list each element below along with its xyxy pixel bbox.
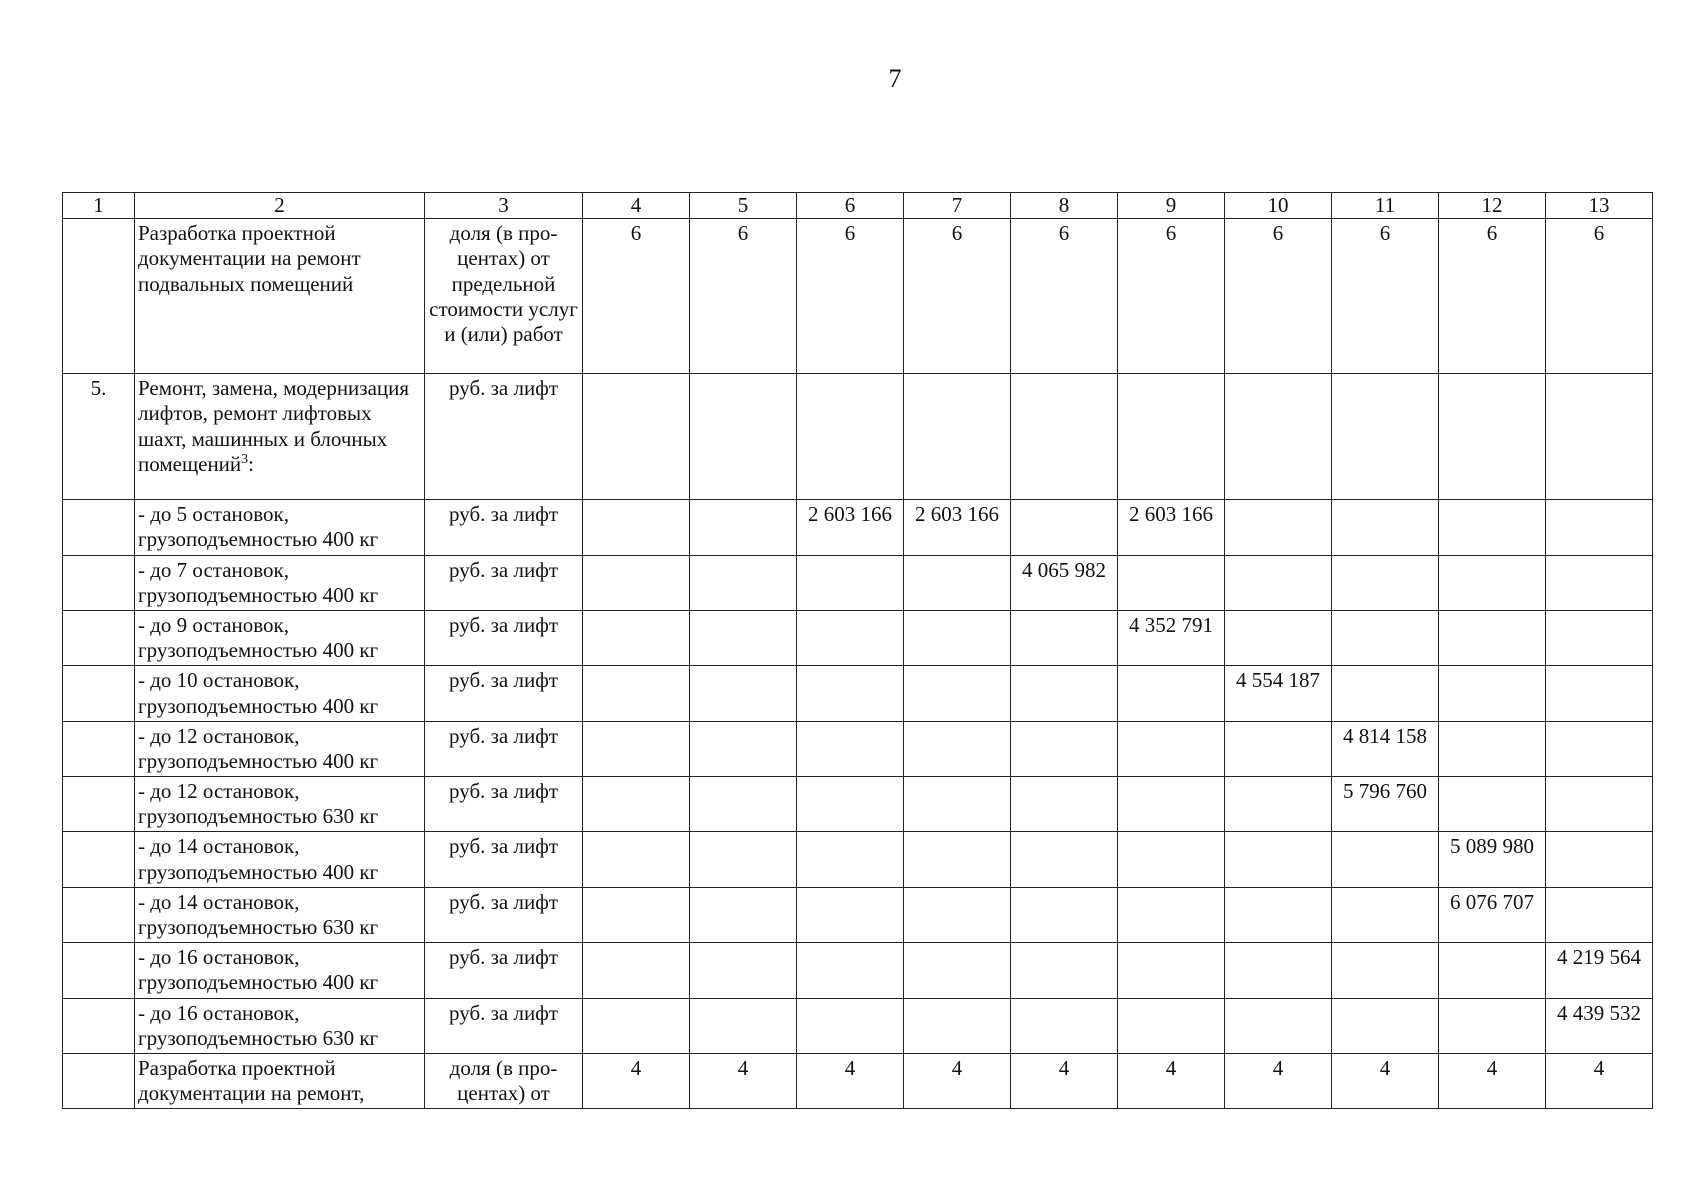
- item-name-text: Ремонт, замена, модернизация лифтов, ремонт лифтовых шахт, машинных и блочных помещений: [138, 376, 410, 476]
- column-number: 1: [63, 193, 135, 219]
- value-cell: [797, 721, 904, 776]
- value-cell: [1546, 666, 1653, 721]
- value-cell: 4: [583, 1053, 690, 1108]
- value-cell: 2 603 166: [1118, 500, 1225, 555]
- value-cell: [797, 832, 904, 887]
- value-cell: [904, 666, 1011, 721]
- value-cell: 2 603 166: [797, 500, 904, 555]
- value-cell: [904, 887, 1011, 942]
- column-number: 10: [1225, 193, 1332, 219]
- value-cell: [1225, 721, 1332, 776]
- value-cell: [1332, 832, 1439, 887]
- value-cell: [1011, 943, 1118, 998]
- value-cell: [1011, 887, 1118, 942]
- value-cell: [1332, 943, 1439, 998]
- value-cell: [1225, 943, 1332, 998]
- value-cell: [690, 998, 797, 1053]
- value-cell: 2 603 166: [904, 500, 1011, 555]
- item-name: - до 14 остановок, грузоподъемностью 400 кг: [135, 832, 425, 887]
- value-cell: [797, 555, 904, 610]
- value-cell: 6: [1225, 219, 1332, 374]
- value-cell: [1546, 610, 1653, 665]
- column-number: 3: [425, 193, 583, 219]
- value-cell: [904, 374, 1011, 500]
- value-cell: [583, 887, 690, 942]
- value-cell: [1118, 943, 1225, 998]
- value-cell: [1546, 777, 1653, 832]
- value-cell: [904, 610, 1011, 665]
- value-cell: [1225, 555, 1332, 610]
- item-number: [63, 1053, 135, 1108]
- value-cell: 6: [1118, 219, 1225, 374]
- value-cell: 6: [690, 219, 797, 374]
- lift-subitem-row: [63, 721, 1653, 776]
- value-cell: [690, 500, 797, 555]
- column-number: 8: [1011, 193, 1118, 219]
- lift-subitem-row: [63, 555, 1653, 610]
- value-cell: 5 796 760: [1332, 777, 1439, 832]
- value-cell: [904, 998, 1011, 1053]
- value-cell: 4: [1546, 1053, 1653, 1108]
- value-cell: [1439, 721, 1546, 776]
- value-cell: [1332, 555, 1439, 610]
- value-cell: [904, 555, 1011, 610]
- value-cell: [1332, 887, 1439, 942]
- value-cell: [1118, 666, 1225, 721]
- item-name-suffix: :: [248, 451, 254, 476]
- column-number: 9: [1118, 193, 1225, 219]
- value-cell: [1546, 555, 1653, 610]
- value-cell: [690, 887, 797, 942]
- lift-subitem-row: [63, 666, 1653, 721]
- value-cell: 6: [1439, 219, 1546, 374]
- value-cell: [1439, 555, 1546, 610]
- value-cell: 6 076 707: [1439, 887, 1546, 942]
- value-cell: [1439, 777, 1546, 832]
- value-cell: 4 439 532: [1546, 998, 1653, 1053]
- value-cell: [1118, 998, 1225, 1053]
- page-number: 7: [888, 64, 902, 93]
- value-cell: [1225, 610, 1332, 665]
- value-cell: [1011, 998, 1118, 1053]
- unit-of-measure: руб. за лифт: [425, 666, 583, 721]
- column-number: 13: [1546, 193, 1653, 219]
- value-cell: [583, 374, 690, 500]
- item-number: [63, 887, 135, 942]
- item-number: [63, 998, 135, 1053]
- item-number: [63, 610, 135, 665]
- value-cell: [1332, 500, 1439, 555]
- value-cell: [1118, 832, 1225, 887]
- unit-of-measure: руб. за лифт: [425, 887, 583, 942]
- value-cell: 4: [690, 1053, 797, 1108]
- unit-of-measure: доля (в про-центах) от предельной стоимости услуг и (или) работ: [425, 219, 583, 374]
- value-cell: [690, 555, 797, 610]
- value-cell: [797, 943, 904, 998]
- value-cell: 5 089 980: [1439, 832, 1546, 887]
- value-cell: [690, 721, 797, 776]
- value-cell: [583, 500, 690, 555]
- value-cell: [797, 610, 904, 665]
- item-name: - до 14 остановок, грузоподъемностью 630 кг: [135, 887, 425, 942]
- value-cell: [1546, 721, 1653, 776]
- value-cell: [583, 555, 690, 610]
- value-cell: 4: [1332, 1053, 1439, 1108]
- item-number: [63, 777, 135, 832]
- value-cell: 6: [1011, 219, 1118, 374]
- value-cell: 6: [797, 219, 904, 374]
- value-cell: [797, 777, 904, 832]
- value-cell: [797, 374, 904, 500]
- value-cell: [583, 721, 690, 776]
- value-cell: 6: [1332, 219, 1439, 374]
- item-number: [63, 721, 135, 776]
- lift-subitem-row: [63, 500, 1653, 555]
- value-cell: [1011, 666, 1118, 721]
- value-cell: [1011, 832, 1118, 887]
- value-cell: [1225, 832, 1332, 887]
- column-number: 4: [583, 193, 690, 219]
- unit-of-measure: доля (в про-центах) от: [425, 1053, 583, 1108]
- value-cell: [1011, 777, 1118, 832]
- value-cell: [904, 943, 1011, 998]
- item-name: [135, 374, 425, 500]
- value-cell: [1439, 500, 1546, 555]
- value-cell: [690, 666, 797, 721]
- column-number: 5: [690, 193, 797, 219]
- unit-of-measure: руб. за лифт: [425, 610, 583, 665]
- value-cell: [1332, 610, 1439, 665]
- value-cell: [690, 374, 797, 500]
- item-number: [63, 943, 135, 998]
- value-cell: [1118, 374, 1225, 500]
- value-cell: [1118, 887, 1225, 942]
- value-cell: [1439, 610, 1546, 665]
- item-number: [63, 832, 135, 887]
- item-number: 5.: [63, 374, 135, 500]
- value-cell: [690, 610, 797, 665]
- tariff-table: [62, 192, 1653, 1109]
- value-cell: [1118, 777, 1225, 832]
- value-cell: [583, 943, 690, 998]
- value-cell: [1011, 610, 1118, 665]
- value-cell: [1546, 374, 1653, 500]
- lift-subitem-row: [63, 777, 1653, 832]
- item-name: Разработка проектной документации на ремонт подвальных помещений: [135, 219, 425, 374]
- item-name: - до 10 остановок, грузоподъемностью 400 кг: [135, 666, 425, 721]
- value-cell: 6: [904, 219, 1011, 374]
- value-cell: 4 554 187: [1225, 666, 1332, 721]
- footnote-mark: 3: [241, 451, 249, 467]
- item-number: [63, 500, 135, 555]
- item-name: - до 12 остановок, грузоподъемностью 630 кг: [135, 777, 425, 832]
- value-cell: [1225, 998, 1332, 1053]
- value-cell: [583, 610, 690, 665]
- unit-of-measure: руб. за лифт: [425, 777, 583, 832]
- lift-subitem-row: [63, 943, 1653, 998]
- item-number: [63, 555, 135, 610]
- item-name: - до 9 остановок, грузоподъемностью 400 кг: [135, 610, 425, 665]
- value-cell: [583, 777, 690, 832]
- value-cell: [583, 832, 690, 887]
- value-cell: [1332, 998, 1439, 1053]
- value-cell: [1225, 374, 1332, 500]
- value-cell: 4 219 564: [1546, 943, 1653, 998]
- lift-subitem-row: [63, 610, 1653, 665]
- unit-of-measure: руб. за лифт: [425, 555, 583, 610]
- value-cell: [583, 998, 690, 1053]
- value-cell: 4: [1225, 1053, 1332, 1108]
- column-number: 2: [135, 193, 425, 219]
- item-name: - до 7 остановок, грузоподъемностью 400 кг: [135, 555, 425, 610]
- value-cell: [690, 832, 797, 887]
- value-cell: [1546, 832, 1653, 887]
- value-cell: 4 814 158: [1332, 721, 1439, 776]
- value-cell: [1118, 555, 1225, 610]
- unit-of-measure: руб. за лифт: [425, 500, 583, 555]
- design-docs-row: [63, 219, 1653, 374]
- item-name: - до 5 остановок, грузоподъемностью 400 кг: [135, 500, 425, 555]
- value-cell: 4: [1439, 1053, 1546, 1108]
- value-cell: 4: [904, 1053, 1011, 1108]
- unit-of-measure: руб. за лифт: [425, 998, 583, 1053]
- value-cell: [690, 943, 797, 998]
- value-cell: 4 065 982: [1011, 555, 1118, 610]
- value-cell: [1332, 666, 1439, 721]
- item-name: - до 12 остановок, грузоподъемностью 400 кг: [135, 721, 425, 776]
- value-cell: [1225, 777, 1332, 832]
- value-cell: [904, 777, 1011, 832]
- value-cell: [797, 998, 904, 1053]
- value-cell: 6: [583, 219, 690, 374]
- value-cell: [1439, 943, 1546, 998]
- item-number: [63, 666, 135, 721]
- unit-of-measure: руб. за лифт: [425, 832, 583, 887]
- value-cell: [1439, 374, 1546, 500]
- value-cell: [1546, 500, 1653, 555]
- column-number-row: [63, 193, 1653, 219]
- item-name: - до 16 остановок, грузоподъемностью 400 кг: [135, 943, 425, 998]
- column-number: 11: [1332, 193, 1439, 219]
- value-cell: [1332, 374, 1439, 500]
- lift-subitem-row: [63, 998, 1653, 1053]
- value-cell: [1011, 721, 1118, 776]
- value-cell: [797, 887, 904, 942]
- value-cell: [1011, 500, 1118, 555]
- value-cell: 6: [1546, 219, 1653, 374]
- value-cell: 4 352 791: [1118, 610, 1225, 665]
- column-number: 6: [797, 193, 904, 219]
- lift-subitem-row: [63, 832, 1653, 887]
- value-cell: [690, 777, 797, 832]
- value-cell: [1118, 721, 1225, 776]
- value-cell: [904, 721, 1011, 776]
- value-cell: [1546, 887, 1653, 942]
- value-cell: [904, 832, 1011, 887]
- value-cell: 4: [797, 1053, 904, 1108]
- lift-subitem-row: [63, 887, 1653, 942]
- section-row: [63, 374, 1653, 500]
- item-number: [63, 219, 135, 374]
- value-cell: [1439, 998, 1546, 1053]
- value-cell: 4: [1011, 1053, 1118, 1108]
- value-cell: [1225, 500, 1332, 555]
- value-cell: [1225, 887, 1332, 942]
- design-docs-row: [63, 1053, 1653, 1108]
- value-cell: [583, 666, 690, 721]
- value-cell: 4: [1118, 1053, 1225, 1108]
- column-number: 7: [904, 193, 1011, 219]
- unit-of-measure: руб. за лифт: [425, 943, 583, 998]
- unit-of-measure: руб. за лифт: [425, 374, 583, 500]
- item-name: Разработка проектной документации на ремонт,: [135, 1053, 425, 1108]
- item-name: - до 16 остановок, грузоподъемностью 630 кг: [135, 998, 425, 1053]
- value-cell: [797, 666, 904, 721]
- value-cell: [1439, 666, 1546, 721]
- unit-of-measure: руб. за лифт: [425, 721, 583, 776]
- value-cell: [1011, 374, 1118, 500]
- column-number: 12: [1439, 193, 1546, 219]
